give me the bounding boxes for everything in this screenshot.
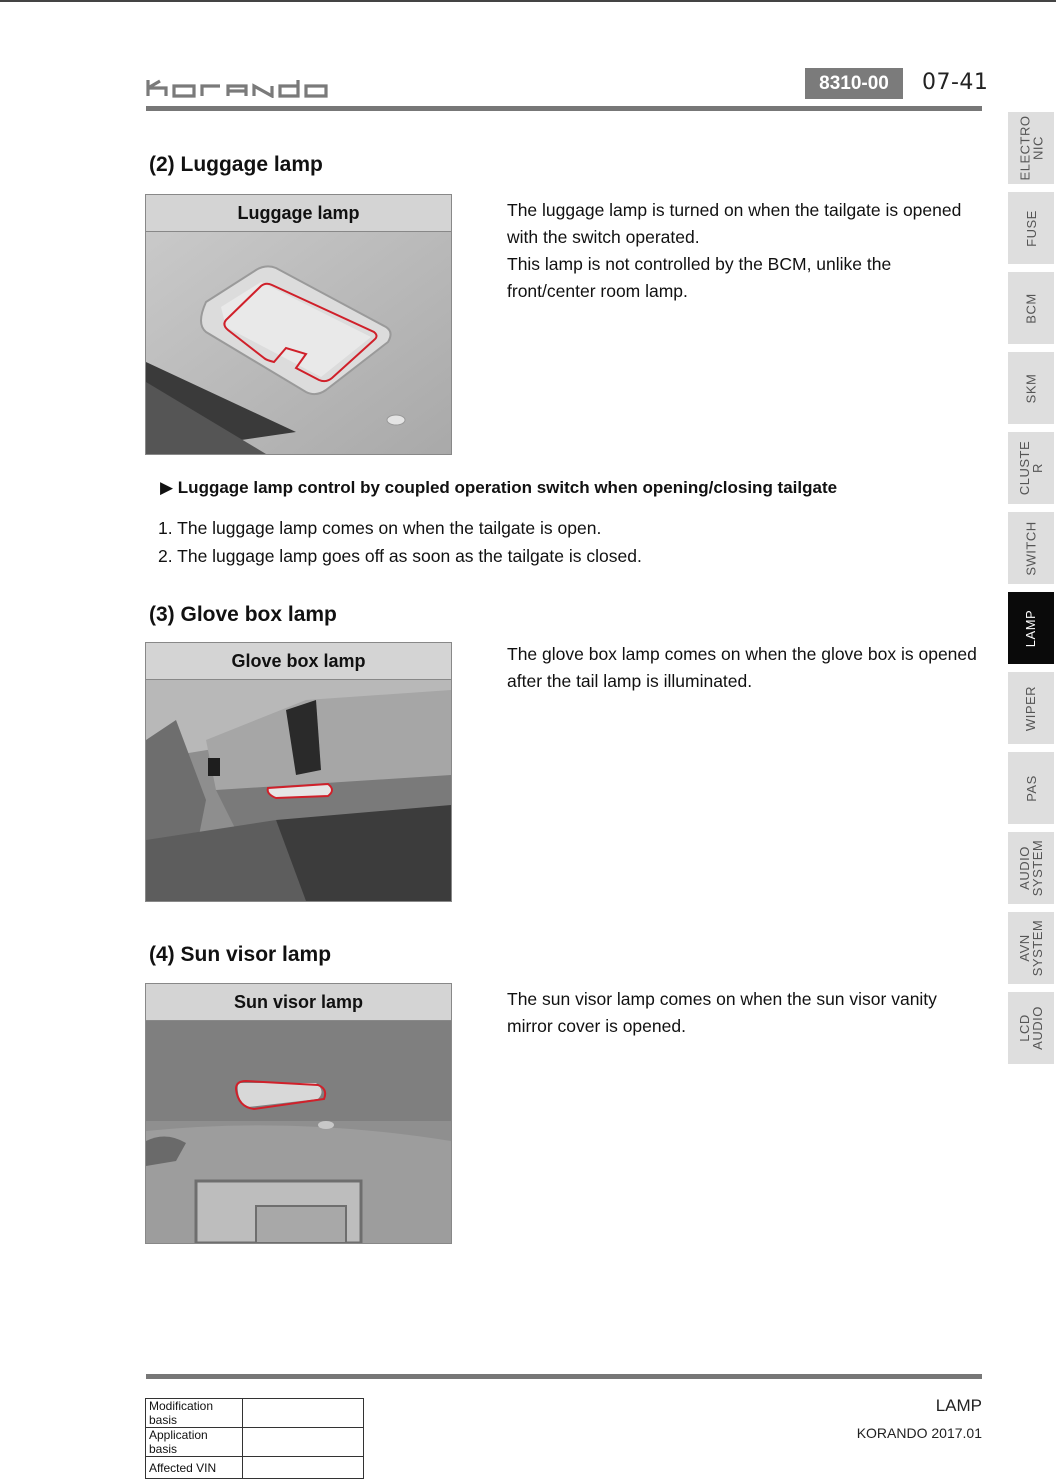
- header-rule: [146, 106, 982, 111]
- table-cell: [243, 1457, 364, 1479]
- luggage-control-steps: [158, 514, 642, 570]
- tab-electronic[interactable]: [1008, 112, 1054, 184]
- sun-visor-lamp-photo: [146, 1021, 451, 1243]
- luggage-desc-line-1: The luggage lamp is turned on when the tailgate is opened with the switch operated.: [507, 200, 962, 247]
- list-item: 2. The luggage lamp goes off as soon as the tailgate is closed.: [158, 546, 642, 566]
- tab-lamp[interactable]: [1008, 592, 1054, 664]
- luggage-lamp-caption: Luggage lamp: [146, 195, 451, 232]
- korando-logo: [146, 78, 342, 103]
- table-cell: Modification basis: [146, 1399, 243, 1428]
- luggage-lamp-description: [507, 197, 977, 305]
- glove-box-lamp-caption: Glove box lamp: [146, 643, 451, 680]
- luggage-desc-line-2: This lamp is not controlled by the BCM, unlike the front/center room lamp.: [507, 254, 892, 301]
- luggage-lamp-title: (2) Luggage lamp: [149, 153, 323, 176]
- luggage-lamp-figure: [145, 194, 452, 455]
- luggage-lamp-photo: [146, 232, 451, 454]
- glove-box-lamp-photo: [146, 680, 451, 901]
- top-border: [0, 0, 1056, 2]
- revision-table: [145, 1398, 364, 1479]
- list-item: 1. The luggage lamp comes on when the tailgate is open.: [158, 518, 602, 538]
- tab-lcd-audio[interactable]: [1008, 992, 1054, 1064]
- tab-label: LAMP: [1023, 609, 1039, 647]
- table-cell: [243, 1399, 364, 1428]
- table-cell: [243, 1428, 364, 1457]
- tab-pas[interactable]: [1008, 752, 1054, 824]
- table-row: [146, 1399, 364, 1428]
- luggage-control-heading: ▶ Luggage lamp control by coupled operation switch when opening/closing tailgate: [160, 478, 838, 497]
- glove-box-lamp-figure: [145, 642, 452, 902]
- tab-label: AUDIO SYSTEM: [1017, 839, 1045, 897]
- tab-label: ELECTRO NIC: [1017, 115, 1045, 181]
- tab-audio-system[interactable]: [1008, 832, 1054, 904]
- table-row: [146, 1428, 364, 1457]
- tab-label: PAS: [1023, 774, 1039, 802]
- sun-visor-lamp-title: (4) Sun visor lamp: [149, 943, 332, 966]
- glove-box-lamp-description: The glove box lamp comes on when the glove box is opened after the tail lamp is illuminated.: [507, 644, 977, 691]
- table-cell: Affected VIN: [146, 1457, 243, 1479]
- section-code-badge: 8310-00: [805, 68, 903, 99]
- sun-visor-lamp-description: The sun visor lamp comes on when the sun visor vanity mirror cover is opened.: [507, 989, 937, 1036]
- tab-label: CLUSTE R: [1017, 440, 1046, 496]
- tab-wiper[interactable]: [1008, 672, 1054, 744]
- tab-label: SKM: [1023, 373, 1039, 403]
- footer-model: KORANDO 2017.01: [856, 1425, 982, 1441]
- tab-switch[interactable]: [1008, 512, 1054, 584]
- glove-box-lamp-title: (3) Glove box lamp: [149, 603, 337, 626]
- sun-visor-lamp-caption: Sun visor lamp: [146, 984, 451, 1021]
- tab-label: SWITCH: [1023, 520, 1039, 576]
- tab-skm[interactable]: [1008, 352, 1054, 424]
- table-row: [146, 1457, 364, 1479]
- tab-label: AVN SYSTEM: [1017, 919, 1045, 977]
- footer-section-name: LAMP: [935, 1396, 982, 1415]
- footer-rule: [146, 1374, 982, 1379]
- tab-cluster[interactable]: [1008, 432, 1054, 504]
- tab-label: LCD AUDIO: [1016, 1006, 1045, 1050]
- tab-bcm[interactable]: [1008, 272, 1054, 344]
- tab-fuse[interactable]: [1008, 192, 1054, 264]
- tab-label: WIPER: [1023, 685, 1039, 731]
- page-number: 07-41: [922, 70, 989, 95]
- sun-visor-lamp-figure: [145, 983, 452, 1244]
- table-cell: Application basis: [146, 1428, 243, 1457]
- tab-label: FUSE: [1023, 209, 1039, 247]
- tab-avn-system[interactable]: [1008, 912, 1054, 984]
- tab-label: BCM: [1023, 292, 1039, 324]
